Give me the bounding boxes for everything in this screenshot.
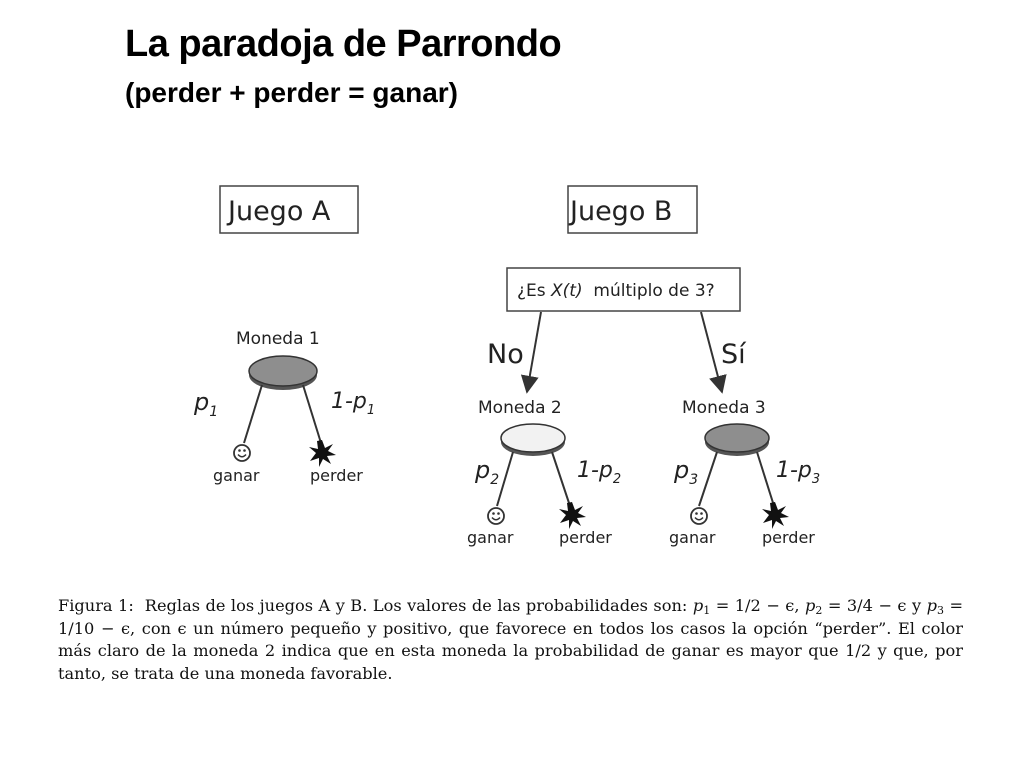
game-a [193,186,375,485]
coin-2-label: Moneda 2 [478,398,562,418]
game-b-label: Juego B [570,196,673,227]
coin-2-win-label: ganar [467,528,514,547]
coin-3-lose-label: perder [762,528,815,547]
coin-2-lose-label: perder [559,528,612,547]
figure-caption: Figura 1: Reglas de los juegos A y B. Los valores de las probabilidades son: $p_1 = 1/2 - \epsilon$, $p_2 = 3/4 - \epsilon$ y $p_3 = 1/10 - \epsilon$, con ϵ un número pequeño y positivo, que favorece en todos los casos la opción “perder”. El color más claro de la moneda 2 indica que en esta moneda la probabilidad de ganar es mayor que 1/2 y que, por tanto, se trata de una moneda favorable. [58,596,964,683]
page-title: La paradoja de Parrondo [125,23,562,65]
caption-figure-label: Figura 1: [58,596,134,615]
coin-2-lose-branch [552,452,570,506]
coin-3-win-branch [699,452,717,506]
coin-1-lose-branch [303,385,321,443]
coin-3-group [669,398,820,547]
coin-3-p-left: $p_3$ [674,456,699,488]
coin-2-p-left: $p_2$ [475,456,500,488]
explosion-icon [309,440,336,467]
coin-1 [249,356,317,386]
question-text: ¿Es X(t) múltiplo de 3? [517,281,715,301]
coin-3-p-right: $1-p_3$ [776,458,821,487]
branch-yes-label: Sí [721,339,746,370]
coin-2 [501,424,565,452]
page-subtitle: (perder + perder = ganar) [125,77,459,108]
branch-no-label: No [487,339,524,370]
coin-1-label: Moneda 1 [236,329,320,349]
coin-2-win-branch [497,452,513,506]
coin-2-group [467,398,621,547]
coin-3-lose-branch [757,452,774,506]
smiley-icon [488,508,504,524]
game-a-label: Juego A [228,196,331,227]
coin-3 [705,424,769,452]
explosion-icon [559,502,586,529]
coin-1-p-left: $p_1$ [194,388,219,420]
smiley-icon [691,508,707,524]
coin-2-p-right: $1-p_2$ [577,458,622,487]
coin-1-win-label: ganar [213,466,260,485]
coin-3-win-label: ganar [669,528,716,547]
game-b [467,186,820,547]
coin-1-win-branch [244,385,262,443]
branch-no-arrow [527,312,541,392]
smiley-icon [234,445,250,461]
explosion-icon [762,502,789,529]
coin-3-label: Moneda 3 [682,398,766,418]
coin-1-p-right: $1-p_1$ [331,389,376,418]
branch-yes-arrow [701,312,722,392]
coin-1-lose-label: perder [310,466,363,485]
